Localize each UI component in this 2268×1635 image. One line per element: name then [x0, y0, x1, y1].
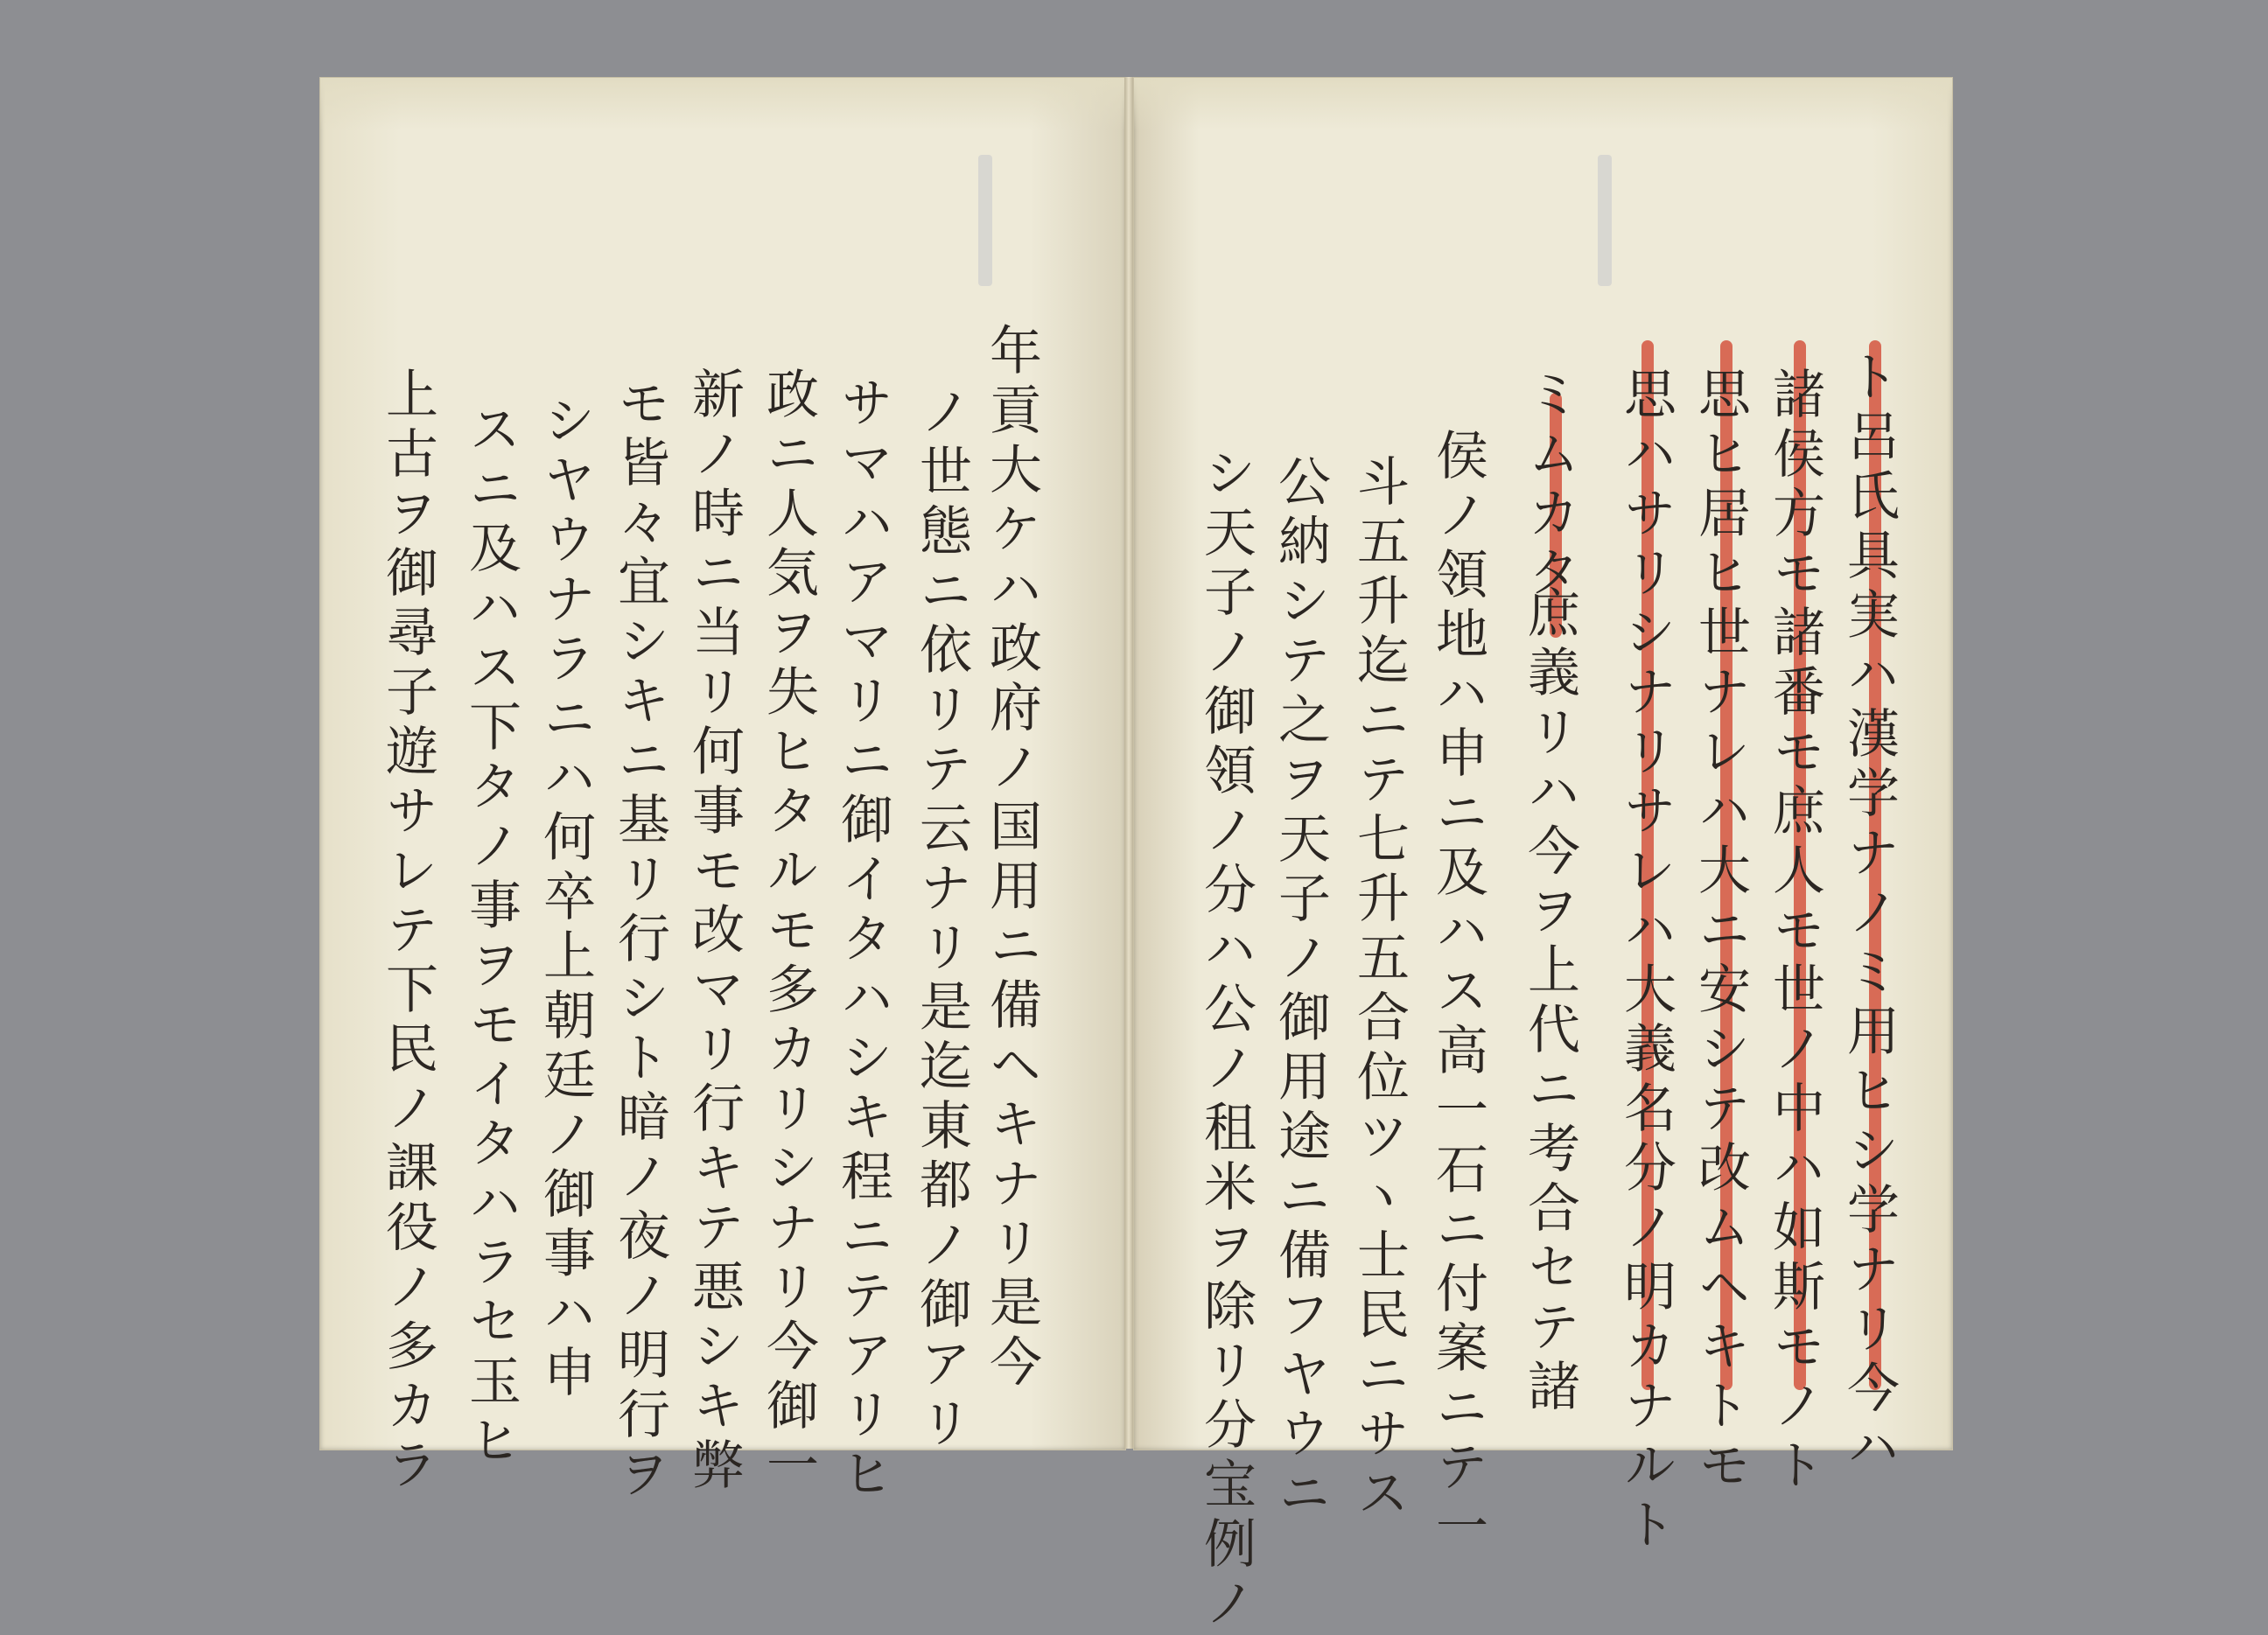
right-column-7: 斗五升迄ニテ七升五合位ツヽ士民ニサス: [1348, 454, 1410, 1525]
left-column-1: 年貢大ケハ政府ノ国用ニ備ヘキナリ是今: [981, 323, 1042, 1394]
left-page: [319, 77, 1126, 1506]
left-column-2: ノ世態ニ依リテ云ナリ是迄東都ノ御アリ: [911, 384, 972, 1455]
open-book: [319, 77, 1951, 1635]
right-column-9: シ天子ノ御領ノ分ハ公ノ租米ヲ除リ分宝例ノ: [1195, 445, 1256, 1635]
right-column-6: 侯ノ領地ハ申ニ及ハス高一石ニ付案ニテ一: [1427, 428, 1488, 1558]
left-column-6: モ皆々宜シキニ基リ行シト暗ノ夜ノ明行ヲ: [609, 375, 670, 1506]
page-tab: [1598, 155, 1612, 286]
book-gutter: [1124, 77, 1133, 1449]
right-column-3: 思ヒ居ヒ世ナレハ大ニ安シテ改ムヘキトモ: [1690, 367, 1751, 1497]
right-column-1: ト呂氏具実ハ漢学ナノミ用ヒシ学ナリ今ハ: [1838, 349, 1900, 1479]
right-column-10: 庶義リハ今ヲ上代ニ考合セテ諸: [1519, 585, 1580, 1418]
left-column-8: スニ及ハス下タノ事ヲモイタハラセ玉ヒ: [460, 402, 522, 1472]
left-column-7: シヤウナラニハ何卒上朝廷ノ御事ハ申: [535, 393, 596, 1404]
right-page: [1133, 77, 1953, 1635]
right-column-2: 諸侯方モ諸番モ庶人モ世ノ中ハ如斯モノト: [1764, 367, 1825, 1497]
right-column-8: 公納シテ之ヲ天子ノ御用途ニ備フヤウニ: [1270, 454, 1331, 1525]
right-column-4: 思ハサリシナリサレハ大義名分ノ明カナルト: [1615, 367, 1676, 1556]
page-tab: [978, 155, 992, 286]
left-column-3: サマハアマリニ御イタハシキ程ニテアリヒ: [832, 375, 893, 1506]
right-column-5: ミムカタ: [1519, 367, 1580, 604]
left-column-4: 政ニ人気ヲ失ヒタルモ多カリシナリ今御一: [758, 367, 819, 1497]
left-column-9: 上古ヲ御尋子遊サレテ下民ノ課役ノ多カラ: [377, 367, 438, 1497]
left-column-5: 新ノ時ニ当リ何事モ改マリ行キテ悪シキ弊: [683, 367, 745, 1497]
